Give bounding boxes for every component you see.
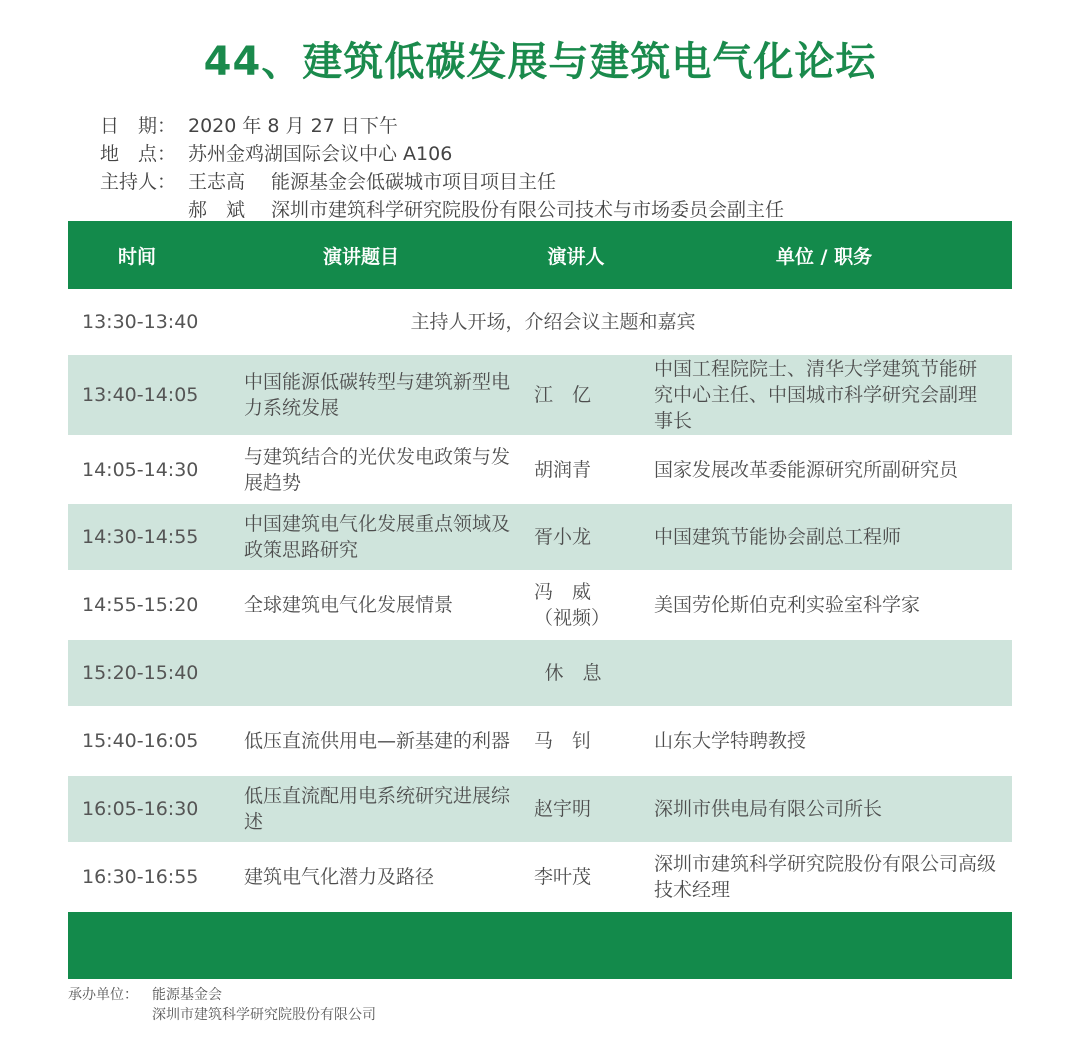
unit-cell: 山东大学特聘教授	[654, 730, 807, 752]
time-cell: 13:40-14:05	[82, 384, 199, 406]
time-cell: 14:05-14:30	[82, 458, 199, 481]
place-value: 苏州金鸡湖国际会议中心 A106	[188, 143, 453, 165]
table-row	[68, 640, 1012, 707]
time-cell: 16:30-16:55	[82, 866, 199, 888]
table-row	[68, 436, 1012, 504]
topic-cell	[244, 728, 534, 754]
host-label: 主持人：	[100, 171, 177, 193]
table-row	[68, 571, 1012, 640]
page-title: 44、建筑低碳发展与建筑电气化论坛	[203, 39, 877, 85]
time-cell: 14:55-15:20	[82, 594, 199, 616]
topic-cell	[244, 783, 534, 835]
table-row	[68, 776, 1012, 843]
speaker-cell: 胡润青	[534, 458, 592, 481]
table-header	[68, 221, 1012, 289]
unit-cell: 中国建筑节能协会副总工程师	[654, 526, 902, 548]
host-row	[100, 196, 784, 224]
topic-text: 低压直流配用电系统研究进展综述	[244, 785, 511, 833]
organizer-label: 承办单位：	[68, 987, 138, 1003]
organizer-row	[68, 1005, 376, 1025]
schedule-table	[68, 221, 1012, 979]
table-row	[68, 843, 1012, 912]
unit-cell: 国家发展改革委能源研究所副研究员	[654, 458, 959, 481]
unit-cell: 美国劳伦斯伯克利实验室科学家	[654, 594, 921, 616]
span-cell: 主持人开场，介绍会议主题和嘉宾	[410, 310, 696, 333]
host-title: 能源基金会低碳城市项目项目主任	[271, 171, 557, 193]
host-name: 郝 斌	[188, 199, 246, 221]
time-cell: 13:30-13:40	[82, 310, 199, 333]
date-row	[100, 112, 784, 140]
host-name: 王志高	[188, 171, 246, 193]
topic-cell: 建筑电气化潜力及路径	[244, 866, 435, 888]
speaker-cell: 江 亿	[534, 384, 592, 406]
column-header-unit: 单位 / 职务	[775, 245, 873, 268]
topic-text: 与建筑结合的光伏发电政策与发展趋势	[244, 445, 511, 494]
topic-text: 中国建筑电气化发展重点领域及政策思路研究	[244, 513, 511, 561]
topic-text: 中国能源低碳转型与建筑新型电力系统发展	[244, 371, 511, 419]
time-cell: 14:30-14:55	[82, 526, 199, 548]
table-footer-bar	[68, 912, 1012, 979]
speaker-cell: 马 钊	[534, 730, 592, 752]
topic-cell	[244, 444, 534, 496]
time-cell: 15:40-16:05	[82, 730, 199, 752]
time-cell: 16:05-16:30	[82, 798, 199, 820]
table-row	[68, 707, 1012, 776]
column-header-topic: 演讲题目	[322, 245, 399, 268]
organizer-name: 深圳市建筑科学研究院股份有限公司	[152, 1007, 376, 1023]
speaker-cell	[534, 579, 654, 631]
unit-text: 中国工程院院士、清华大学建筑节能研究中心主任、中国城市科学研究会副理事长	[654, 358, 978, 432]
topic-cell: 全球建筑电气化发展情景	[244, 594, 454, 616]
date-value: 2020 年 8 月 27 日下午	[188, 115, 398, 137]
unit-cell: 深圳市供电局有限公司所长	[654, 798, 883, 820]
host-row	[100, 168, 784, 196]
organizer-row	[68, 985, 376, 1005]
place-label: 地 点：	[100, 143, 177, 165]
topic-cell	[244, 511, 534, 563]
organizer-name: 能源基金会	[152, 987, 222, 1003]
organizer-section	[68, 985, 376, 1025]
table-row	[68, 355, 1012, 436]
topic-cell	[244, 369, 534, 421]
date-label: 日 期：	[100, 115, 177, 137]
span-cell: 休 息	[544, 662, 602, 684]
column-header-speaker: 演讲人	[547, 245, 605, 268]
unit-text: 深圳市建筑科学研究院股份有限公司高级技术经理	[654, 853, 997, 901]
speaker-cell: 赵宇明	[534, 798, 592, 820]
speaker-cell: 胥小龙	[534, 526, 592, 548]
event-info	[100, 112, 784, 224]
table-row	[68, 289, 1012, 355]
speaker-cell: 李叶茂	[534, 866, 592, 888]
time-cell: 15:20-15:40	[82, 662, 199, 684]
column-header-time: 时间	[117, 245, 156, 268]
unit-cell	[654, 356, 1012, 434]
unit-cell	[654, 851, 1012, 903]
topic-text: 低压直流供用电—新基建的利器	[244, 730, 511, 752]
speaker-text: 冯 威（视频）	[534, 581, 611, 629]
place-row	[100, 140, 784, 168]
host-title: 深圳市建筑科学研究院股份有限公司技术与市场委员会副主任	[271, 199, 785, 221]
table-row	[68, 504, 1012, 571]
